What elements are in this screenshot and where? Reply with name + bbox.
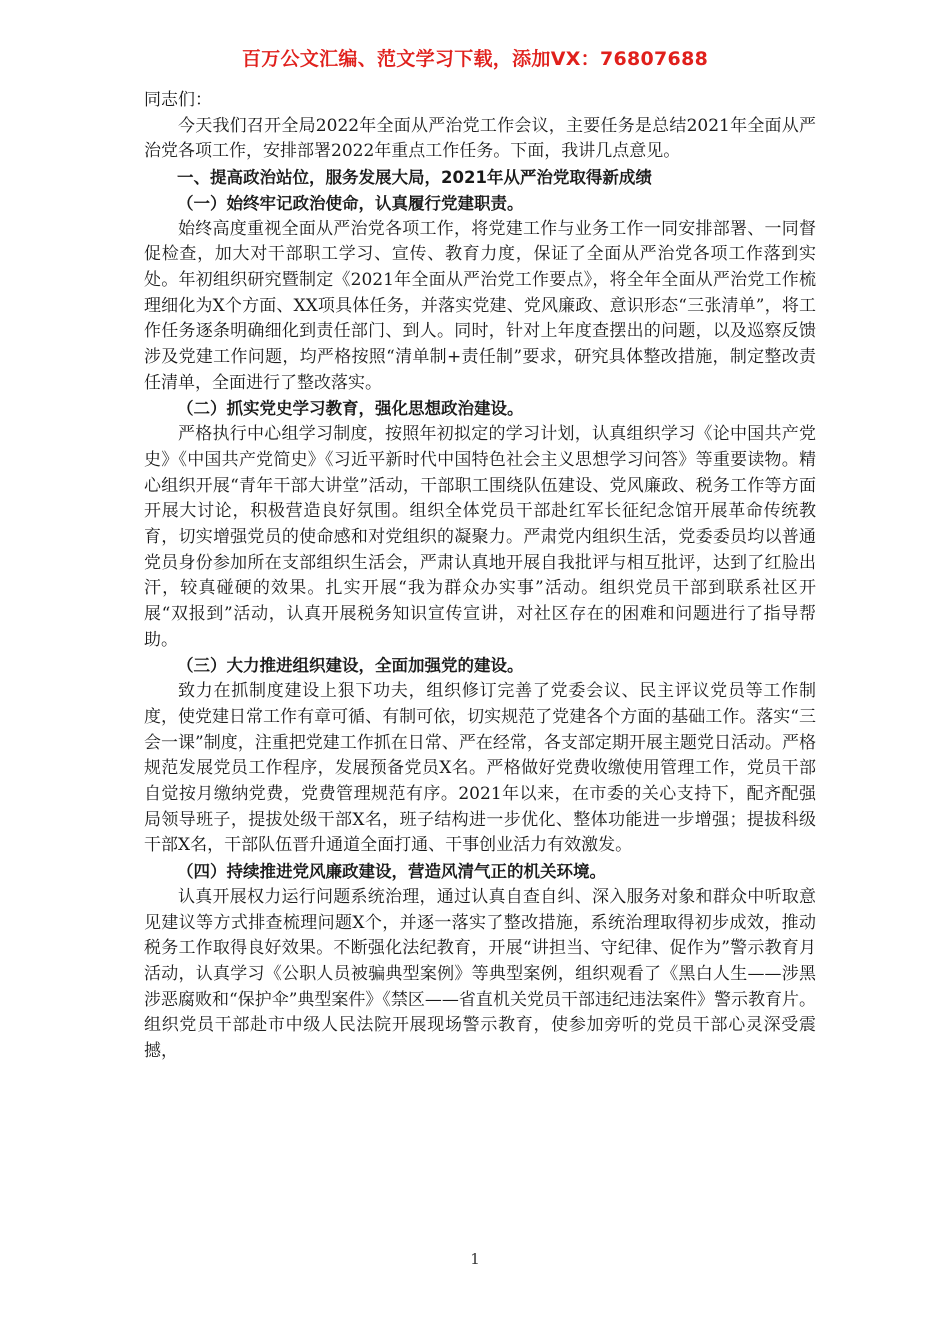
paragraph: 严格执行中心组学习制度，按照年初拟定的学习计划，认真组织学习《论中国共产党史》《中国共产党简史》《习近平新时代中国特色社会主义思想学习问答》等重要读物。精心组织开展“青年干部大讲堂”活动，干部职工围绕队伍建设、党风廉政、税务工作等方面开展大讨论，积极营造良好氛围。组织全体党员干部赴红军长征纪念馆开展革命传统教育，切实增强党员的使命感和对党组织的凝聚力。严肃党内组织生活，党委委员均以普通党员身份参加所在支部组织生活会，严肃认真地开展自我批评与相互批评，达到了红脸出汗，较真碰硬的效果。扎实开展“我为群众办实事”活动。组织党员干部到联系社区开展“双报到”活动，认真开展税务知识宣传宣讲，对社区存在的困难和问题进行了指导帮助。 <box>144 424 816 650</box>
intro-paragraph: 今天我们召开全局2022年全面从严治党工作会议，主要任务是总结2021年全面从严治党各项工作，安排部署2022年重点工作任务。下面，我讲几点意见。 <box>144 115 816 162</box>
subsection-heading: （四）持续推进党风廉政建设，营造风清气正的机关环境。 <box>177 862 606 882</box>
paragraph: 始终高度重视全面从严治党各项工作，将党建工作与业务工作一同安排部署、一同督促检查，加大对干部职工学习、宣传、教育力度，保证了全面从严治党各项工作落到实处。年初组织研究暨制定《2021年全面从严治党工作要点》，将全年全面从严治党工作梳理细化为X个方面、XX项具体任务，并落实党建、党风廉政、意识形态“三张清单”，将工作任务逐条明确细化到责任部门、到人。同时，针对上年度查摆出的问题，以及巡察反馈涉及党建工作问题，均严格按照“清单制+责任制”要求，研究具体整改措施，制定整改责任清单，全面进行了整改落实。 <box>144 218 816 393</box>
paragraph: 致力在抓制度建设上狠下功夫，组织修订完善了党委会议、民主评议党员等工作制度，使党建日常工作有章可循、有制可依，切实规范了党建各个方面的基础工作。落实“三会一课”制度，注重把党建工作抓在日常、严在经常，各支部定期开展主题党日活动。严格规范发展党员工作程序，发展预备党员X名。严格做好党费收缴使用管理工作，党员干部自觉按月缴纳党费，党费管理规范有序。2021年以来，在市委的关心支持下，配齐配强局领导班子，提拔处级干部X名，班子结构进一步优化、整体功能进一步增强；提拔科级干部X名，干部队伍晋升通道全面打通、干事创业活力有效激发。 <box>144 681 816 856</box>
salutation: 同志们： <box>144 90 212 110</box>
paragraph: 认真开展权力运行问题系统治理，通过认真自查自纠、深入服务对象和群众中听取意见建议等方式排查梳理问题X个，并逐一落实了整改措施，系统治理取得初步成效，推动税务工作取得良好效果。不断强化法纪教育，开展“讲担当、守纪律、促作为”警示教育月活动，认真学习《公职人员被骗典型案例》等典型案例，组织观看了《黑白人生——涉黑涉恶腐败和“保护伞”典型案件》《禁区——省直机关党员干部违纪违法案件》警示教育片。组织党员干部赴市中级人民法院开展现场警示教育，使参加旁听的党员干部心灵深受震撼， <box>144 886 816 1062</box>
subsection-heading: （一）始终牢记政治使命，认真履行党建职责。 <box>177 193 524 213</box>
section-heading: 一、提高政治站位，服务发展大局，2021年从严治党取得新成绩 <box>177 168 652 188</box>
watermark-banner: 百万公文汇编、范文学习下载，添加VX：76807688 <box>241 48 709 70</box>
subsection-heading: （二）抓实党史学习教育，强化思想政治建设。 <box>177 399 524 419</box>
subsection-heading: （三）大力推进组织建设，全面加强党的建设。 <box>177 656 524 676</box>
document-body <box>144 88 816 1065</box>
page-number: 1 <box>470 1250 480 1268</box>
